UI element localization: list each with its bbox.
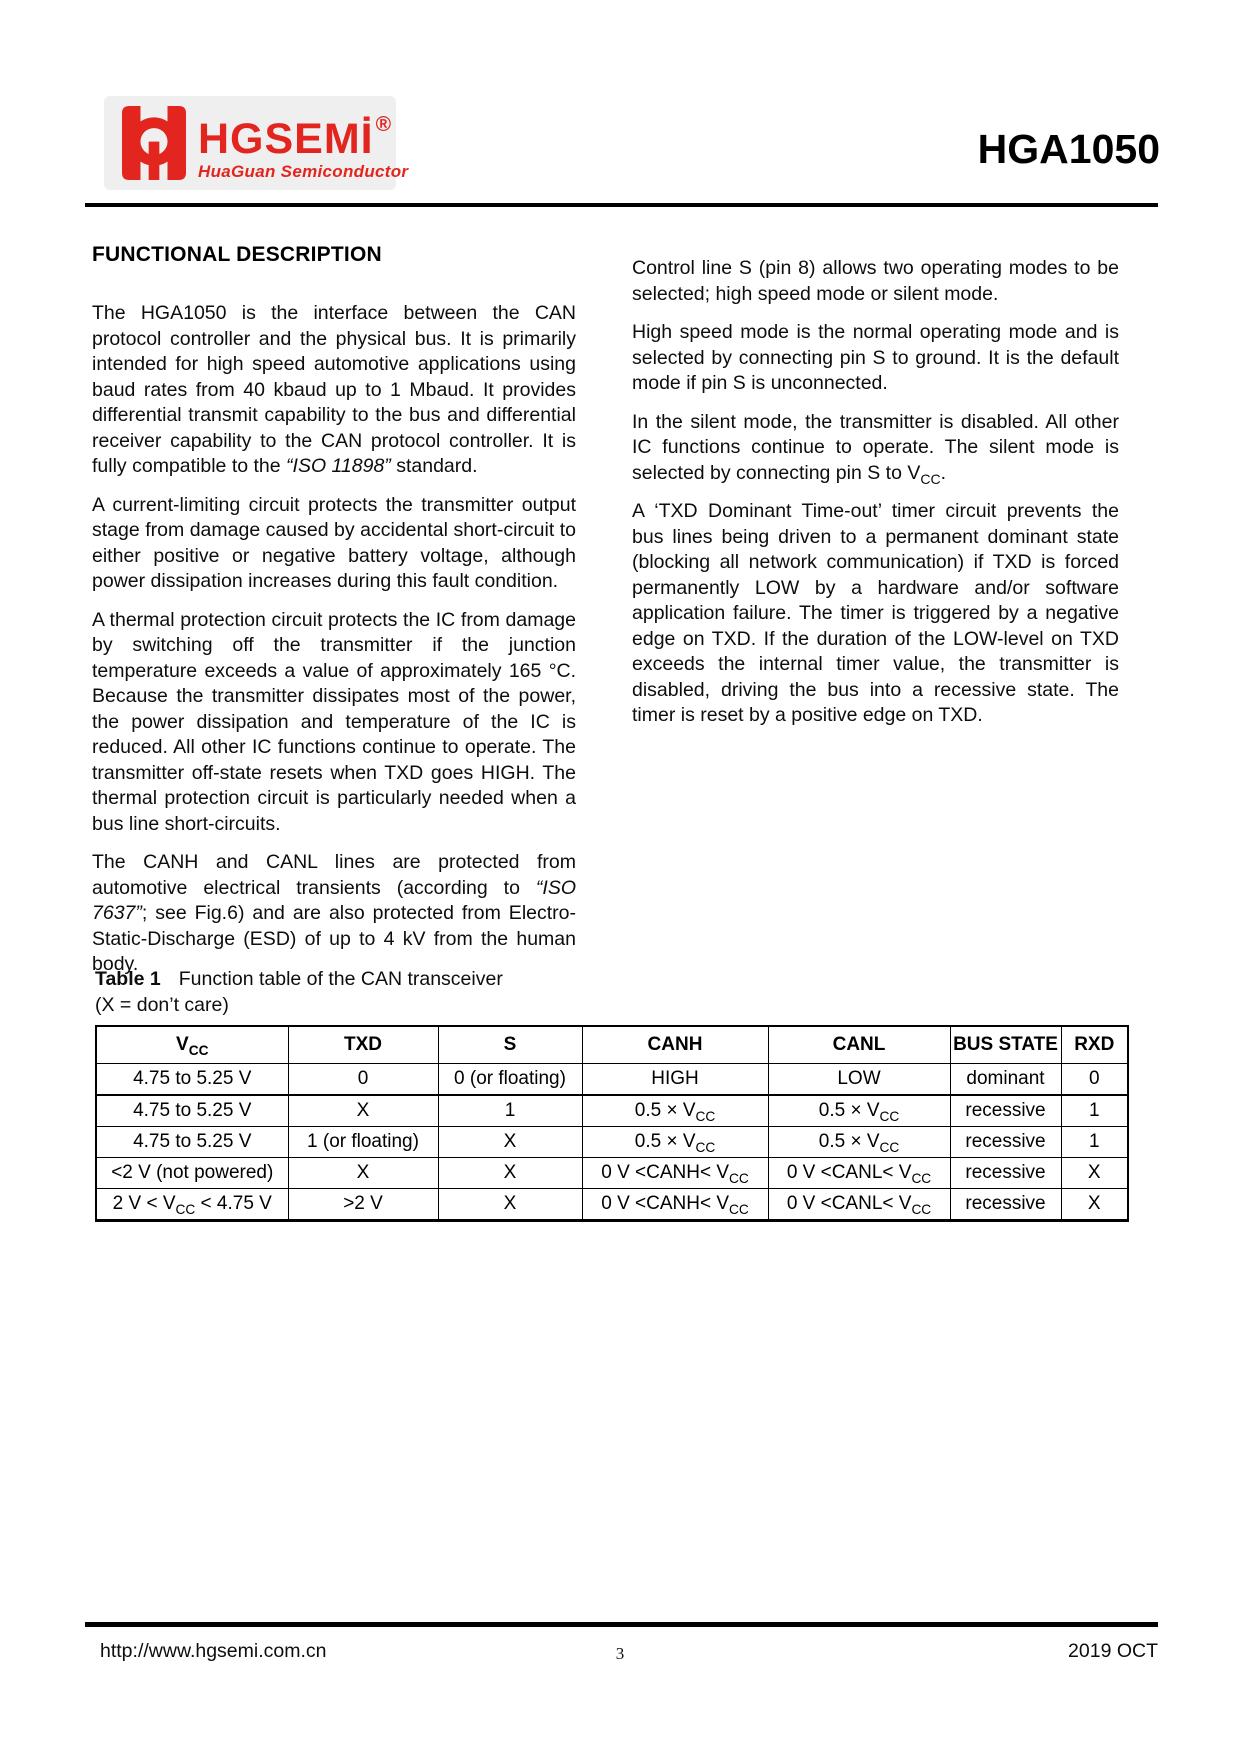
page-number: 3	[615, 1644, 625, 1663]
table-row	[96, 1095, 1128, 1127]
table-cell: 1	[438, 1095, 582, 1127]
part-number-title: HGA1050	[977, 126, 1160, 172]
table-block	[95, 966, 1135, 1222]
header-rule	[85, 203, 1158, 207]
table-cell: X	[288, 1095, 438, 1127]
table-cell: X	[438, 1189, 582, 1221]
table-cell: X	[1061, 1158, 1128, 1189]
table-cell: $0.5 \times V_{CC}$	[768, 1127, 950, 1158]
left-paragraphs	[92, 301, 576, 978]
logo	[104, 96, 409, 190]
table-cell: X	[438, 1158, 582, 1189]
table-cell: 4.75 to 5.25 V	[96, 1127, 288, 1158]
table-header-row	[96, 1026, 1128, 1064]
table-cell: X	[438, 1127, 582, 1158]
paragraph: A current-limiting circuit protects the transmitter output stage from damage caused by accidental short-circuit to either positive or negative battery voltage, although power dissipation increases during this fault condition.	[92, 493, 576, 592]
table-cell: X	[288, 1158, 438, 1189]
paragraph: In the silent mode, the transmitter is disabled. All other IC functions continue to operate. The silent mode is selected by connecting pin S to $V_{CC}$.	[632, 410, 1119, 487]
footer-url: http://www.hgsemi.com.cn	[100, 1640, 327, 1662]
table-cell: recessive	[950, 1189, 1061, 1221]
table-cell: $0.5 \times V_{CC}$	[582, 1127, 768, 1158]
table-cell: <2 V (not powered)	[96, 1158, 288, 1189]
table-row	[96, 1064, 1128, 1096]
right-column	[632, 256, 1119, 742]
table-cell: $0.5 \times V_{CC}$	[582, 1095, 768, 1127]
paragraph: Control line S (pin 8) allows two operating modes to be selected; high speed mode or silent mode.	[632, 257, 1119, 305]
header-cell: S	[438, 1026, 582, 1064]
table-cell: 1 (or floating)	[288, 1127, 438, 1158]
table-cell: 0 V <CANH< $V_{CC}$	[582, 1158, 768, 1189]
table-row	[96, 1127, 1128, 1158]
table-cell: 0 (or floating)	[438, 1064, 582, 1096]
header-cell: CANL	[768, 1026, 950, 1064]
table-cell: 1	[1061, 1127, 1128, 1158]
table-cell: 2 $V < V_{CC} < 4.75$ V	[96, 1189, 288, 1221]
table-cell: HIGH	[582, 1064, 768, 1096]
header-cell: $V_{CC}$	[96, 1026, 288, 1064]
paragraph: The HGA1050 is the interface between the CAN protocol controller and the physical bus. It is primarily intended for high speed automotive applications using baud rates from 40 kbaud up to 1 Mbaud. It provides differential transmit capability to the bus and differential receiver capability to the CAN protocol controller. It is fully compatible to the “ISO 11898” standard.	[92, 302, 576, 477]
header-cell: RXD	[1061, 1026, 1128, 1064]
footer-date: 2019 OCT	[1068, 1640, 1158, 1662]
paragraph: A thermal protection circuit protects the IC from damage by switching off the transmitter if the junction temperature exceeds a value of approximately 165 °C. Because the transmitter dissipates most of the power, the power dissipation and temperature of the IC is reduced. All other IC functions continue to operate. The transmitter off-state resets when TXD goes HIGH. The thermal protection circuit is particularly needed when a bus line short-circuits.	[92, 608, 576, 835]
table-cell: dominant	[950, 1064, 1061, 1096]
right-paragraphs	[632, 256, 1119, 729]
table-cell: 0 V <CANH< $V_{CC}$	[582, 1189, 768, 1221]
table-cell: $0.5 \times V_{CC}$	[768, 1095, 950, 1127]
left-column	[92, 243, 576, 991]
table-cell: 1	[1061, 1095, 1128, 1127]
table-cell: LOW	[768, 1064, 950, 1096]
table-cell: 0	[1061, 1064, 1128, 1096]
function-table-body	[96, 1064, 1128, 1221]
table-row	[96, 1189, 1128, 1221]
table-caption	[95, 966, 1135, 992]
paragraph: A ‘TXD Dominant Time-out’ timer circuit prevents the bus lines being driven to a permanent dominant state (blocking all network communication) if TXD is forced permanently LOW by a hardware and/or software application failure. The timer is triggered by a negative edge on TXD. If the duration of the LOW-level on TXD exceeds the internal timer value, the transmitter is disabled, driving the bus into a recessive state. The timer is reset by a positive edge on TXD.	[632, 500, 1119, 726]
section-heading: FUNCTIONAL DESCRIPTION	[92, 243, 382, 266]
table-cell: 4.75 to 5.25 V	[96, 1064, 288, 1096]
paragraph: High speed mode is the normal operating mode and is selected by connecting pin S to ground. It is the default mode if pin S is unconnected.	[632, 321, 1119, 394]
table-caption-label: Table 1	[95, 968, 161, 990]
table-caption-text: Function table of the CAN transceiver	[178, 968, 503, 990]
registered-trademark-icon: ®	[375, 112, 392, 136]
table-cell: recessive	[950, 1127, 1061, 1158]
function-table	[95, 1025, 1129, 1222]
table-cell: 0 V <CANL< $V_{CC}$	[768, 1158, 950, 1189]
table-cell: 0	[288, 1064, 438, 1096]
brand-tagline: HuaGuan Semiconductor	[198, 161, 409, 181]
table-cell: 4.75 to 5.25 V	[96, 1095, 288, 1127]
table-cell: recessive	[950, 1095, 1061, 1127]
header-cell: TXD	[288, 1026, 438, 1064]
table-caption-note: (X = don’t care)	[95, 994, 229, 1016]
brand-name: HGSEMİ®	[198, 112, 392, 163]
function-table-head	[96, 1026, 1128, 1064]
header-cell: BUS STATE	[950, 1026, 1061, 1064]
table-cell: X	[1061, 1189, 1128, 1221]
header-cell: CANH	[582, 1026, 768, 1064]
paragraph: The CANH and CANL lines are protected from automotive electrical transients (according to “ISO 7637”; see Fig.6) and are also protected from Electro-Static-Discharge (ESD) of up to 4 kV from the human body.	[92, 851, 576, 975]
table-cell: recessive	[950, 1158, 1061, 1189]
table-cell: 0 V <CANL< $V_{CC}$	[768, 1189, 950, 1221]
table-cell: >2 V	[288, 1189, 438, 1221]
table-row	[96, 1158, 1128, 1189]
hgsemi-logo-icon	[122, 106, 186, 180]
footer-rule	[85, 1622, 1158, 1627]
